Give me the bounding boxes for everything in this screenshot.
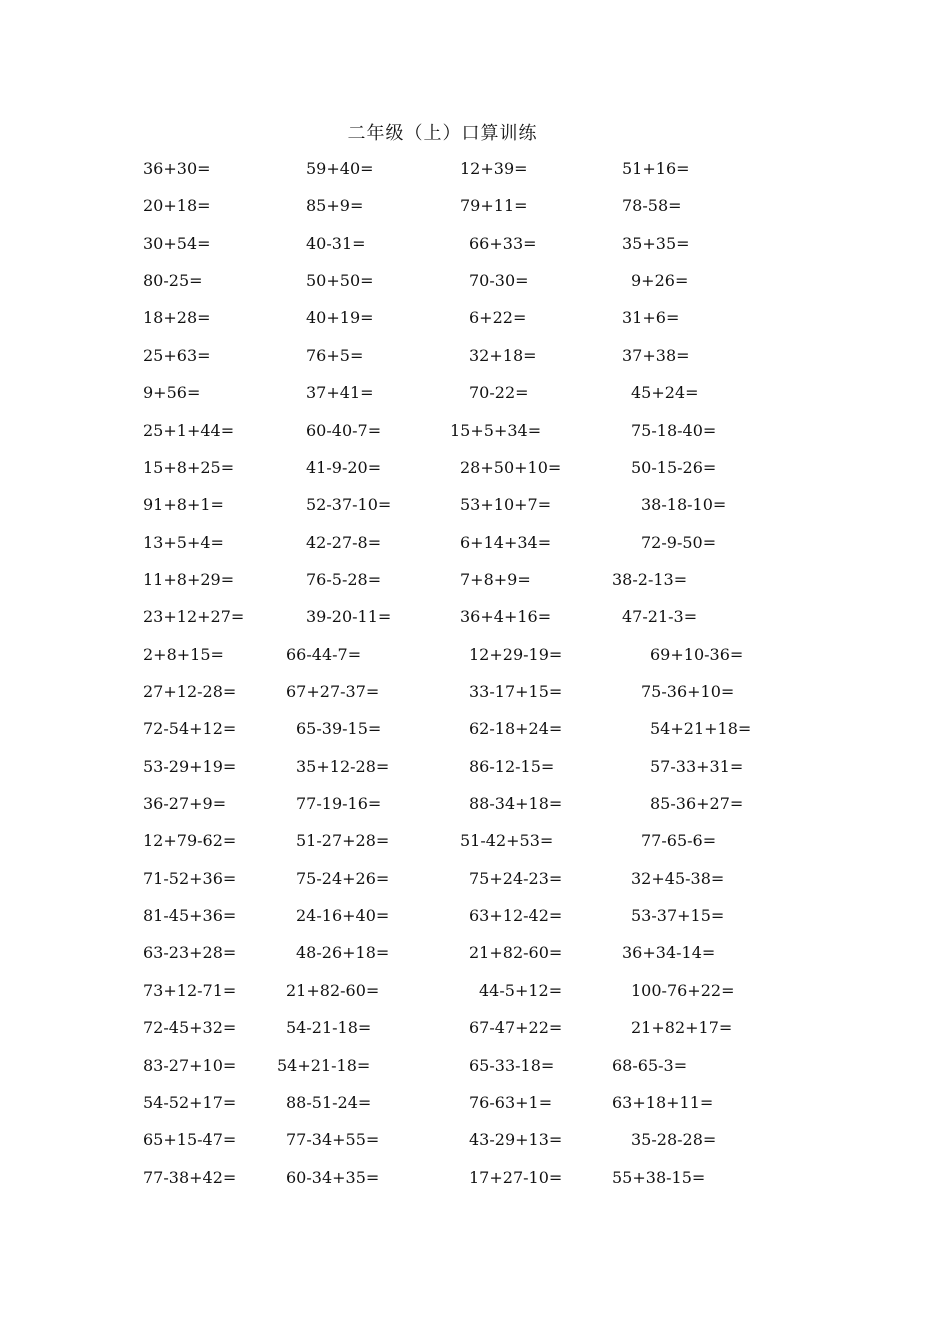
problem: 9+26= [631, 271, 689, 290]
problem: 78-58= [622, 196, 682, 215]
problem-row [0, 719, 950, 749]
problem-row [0, 308, 950, 338]
problem: 6+14+34= [460, 533, 552, 552]
problem: 21+82+17= [631, 1018, 733, 1037]
problem: 67+27-37= [286, 682, 380, 701]
problem: 63+12-42= [469, 906, 563, 925]
problem: 72-45+32= [143, 1018, 237, 1037]
problem: 55+38-15= [612, 1168, 706, 1187]
problem: 17+27-10= [469, 1168, 563, 1187]
problem-row [0, 1056, 950, 1086]
problem: 24-16+40= [296, 906, 390, 925]
problem: 73+12-71= [143, 981, 237, 1000]
problem: 79+11= [460, 196, 528, 215]
problem: 54-52+17= [143, 1093, 237, 1112]
problem: 76-63+1= [469, 1093, 553, 1112]
problem: 69+10-36= [650, 645, 744, 664]
problem-row [0, 1130, 950, 1160]
problem: 41-9-20= [306, 458, 382, 477]
problem: 36+30= [143, 159, 211, 178]
problem: 12+39= [460, 159, 528, 178]
problem-row [0, 645, 950, 675]
problem-row [0, 794, 950, 824]
problem: 48-26+18= [296, 943, 390, 962]
problem: 21+82-60= [286, 981, 380, 1000]
problem-row [0, 981, 950, 1011]
worksheet-title: 二年级（上）口算训练 [347, 123, 538, 144]
problem-row [0, 1168, 950, 1198]
problem: 21+82-60= [469, 943, 563, 962]
problem: 23+12+27= [143, 607, 245, 626]
problem: 80-25= [143, 271, 203, 290]
problem: 53+10+7= [460, 495, 552, 514]
problem-row [0, 1093, 950, 1123]
problem: 15+5+34= [450, 421, 542, 440]
problem: 11+8+29= [143, 570, 235, 589]
problem-row [0, 495, 950, 525]
problem: 75-24+26= [296, 869, 390, 888]
problem: 62-18+24= [469, 719, 563, 738]
problem: 77-34+55= [286, 1130, 380, 1149]
problem: 40+19= [306, 308, 374, 327]
problem: 20+18= [143, 196, 211, 215]
problem: 51+16= [622, 159, 690, 178]
problem: 18+28= [143, 308, 211, 327]
problem: 60-34+35= [286, 1168, 380, 1187]
problem-row [0, 346, 950, 376]
problem: 44-5+12= [479, 981, 563, 1000]
problem: 38-2-13= [612, 570, 688, 589]
problem: 50+50= [306, 271, 374, 290]
problem-row [0, 570, 950, 600]
problem: 75+24-23= [469, 869, 563, 888]
problem-row [0, 906, 950, 936]
problem: 37+41= [306, 383, 374, 402]
problem: 51-27+28= [296, 831, 390, 850]
problem: 65-39-15= [296, 719, 382, 738]
problem: 40-31= [306, 234, 366, 253]
problem: 88-34+18= [469, 794, 563, 813]
problem: 47-21-3= [622, 607, 698, 626]
problem: 12+29-19= [469, 645, 563, 664]
problem: 2+8+15= [143, 645, 224, 664]
problem-row [0, 159, 950, 189]
problem: 45+24= [631, 383, 699, 402]
problem: 36+34-14= [622, 943, 716, 962]
problem: 70-30= [469, 271, 529, 290]
problem: 51-42+53= [460, 831, 554, 850]
problem: 54+21-18= [277, 1056, 371, 1075]
problem: 50-15-26= [631, 458, 717, 477]
problem: 31+6= [622, 308, 680, 327]
problem-row [0, 458, 950, 488]
problem: 63-23+28= [143, 943, 237, 962]
problem: 35+35= [622, 234, 690, 253]
problem: 100-76+22= [631, 981, 735, 1000]
problem: 75-18-40= [631, 421, 717, 440]
problem: 59+40= [306, 159, 374, 178]
problem: 86-12-15= [469, 757, 555, 776]
problem: 39-20-11= [306, 607, 392, 626]
problem-row [0, 682, 950, 712]
problem: 63+18+11= [612, 1093, 714, 1112]
problem: 72-54+12= [143, 719, 237, 738]
problem: 15+8+25= [143, 458, 235, 477]
problem: 37+38= [622, 346, 690, 365]
problem: 25+1+44= [143, 421, 235, 440]
problem: 54-21-18= [286, 1018, 372, 1037]
problem: 36-27+9= [143, 794, 227, 813]
problem: 91+8+1= [143, 495, 224, 514]
problem-row [0, 383, 950, 413]
problem-row [0, 533, 950, 563]
problem-row [0, 271, 950, 301]
problem: 81-45+36= [143, 906, 237, 925]
problem-row [0, 943, 950, 973]
problem: 32+18= [469, 346, 537, 365]
problem: 88-51-24= [286, 1093, 372, 1112]
problem: 28+50+10= [460, 458, 562, 477]
problem: 72-9-50= [641, 533, 717, 552]
problem: 27+12-28= [143, 682, 237, 701]
problem-row [0, 1018, 950, 1048]
problem: 65+15-47= [143, 1130, 237, 1149]
problem: 43-29+13= [469, 1130, 563, 1149]
problem: 42-27-8= [306, 533, 382, 552]
problem: 67-47+22= [469, 1018, 563, 1037]
problem: 25+63= [143, 346, 211, 365]
problem: 85-36+27= [650, 794, 744, 813]
problem: 60-40-7= [306, 421, 382, 440]
problem: 33-17+15= [469, 682, 563, 701]
problem: 7+8+9= [460, 570, 531, 589]
problem-row [0, 421, 950, 451]
problem: 53-37+15= [631, 906, 725, 925]
problem: 70-22= [469, 383, 529, 402]
problem-row [0, 607, 950, 637]
problem: 6+22= [469, 308, 527, 327]
problem: 76+5= [306, 346, 364, 365]
problem: 36+4+16= [460, 607, 552, 626]
problem: 65-33-18= [469, 1056, 555, 1075]
problem: 30+54= [143, 234, 211, 253]
problem: 52-37-10= [306, 495, 392, 514]
problem: 76-5-28= [306, 570, 382, 589]
problem: 35+12-28= [296, 757, 390, 776]
problem: 83-27+10= [143, 1056, 237, 1075]
problem: 71-52+36= [143, 869, 237, 888]
problem-row [0, 831, 950, 861]
problem: 75-36+10= [641, 682, 735, 701]
problem: 13+5+4= [143, 533, 224, 552]
problem: 77-65-6= [641, 831, 717, 850]
problem-row [0, 196, 950, 226]
problem: 68-65-3= [612, 1056, 688, 1075]
problem-row [0, 757, 950, 787]
problem-row [0, 869, 950, 899]
problem: 85+9= [306, 196, 364, 215]
problem: 9+56= [143, 383, 201, 402]
problem-row [0, 234, 950, 264]
problem: 77-19-16= [296, 794, 382, 813]
problem: 38-18-10= [641, 495, 727, 514]
problem: 77-38+42= [143, 1168, 237, 1187]
problem: 12+79-62= [143, 831, 237, 850]
problem: 66-44-7= [286, 645, 362, 664]
problem: 53-29+19= [143, 757, 237, 776]
problem: 32+45-38= [631, 869, 725, 888]
problem: 54+21+18= [650, 719, 752, 738]
problem: 66+33= [469, 234, 537, 253]
problem: 57-33+31= [650, 757, 744, 776]
problem: 35-28-28= [631, 1130, 717, 1149]
